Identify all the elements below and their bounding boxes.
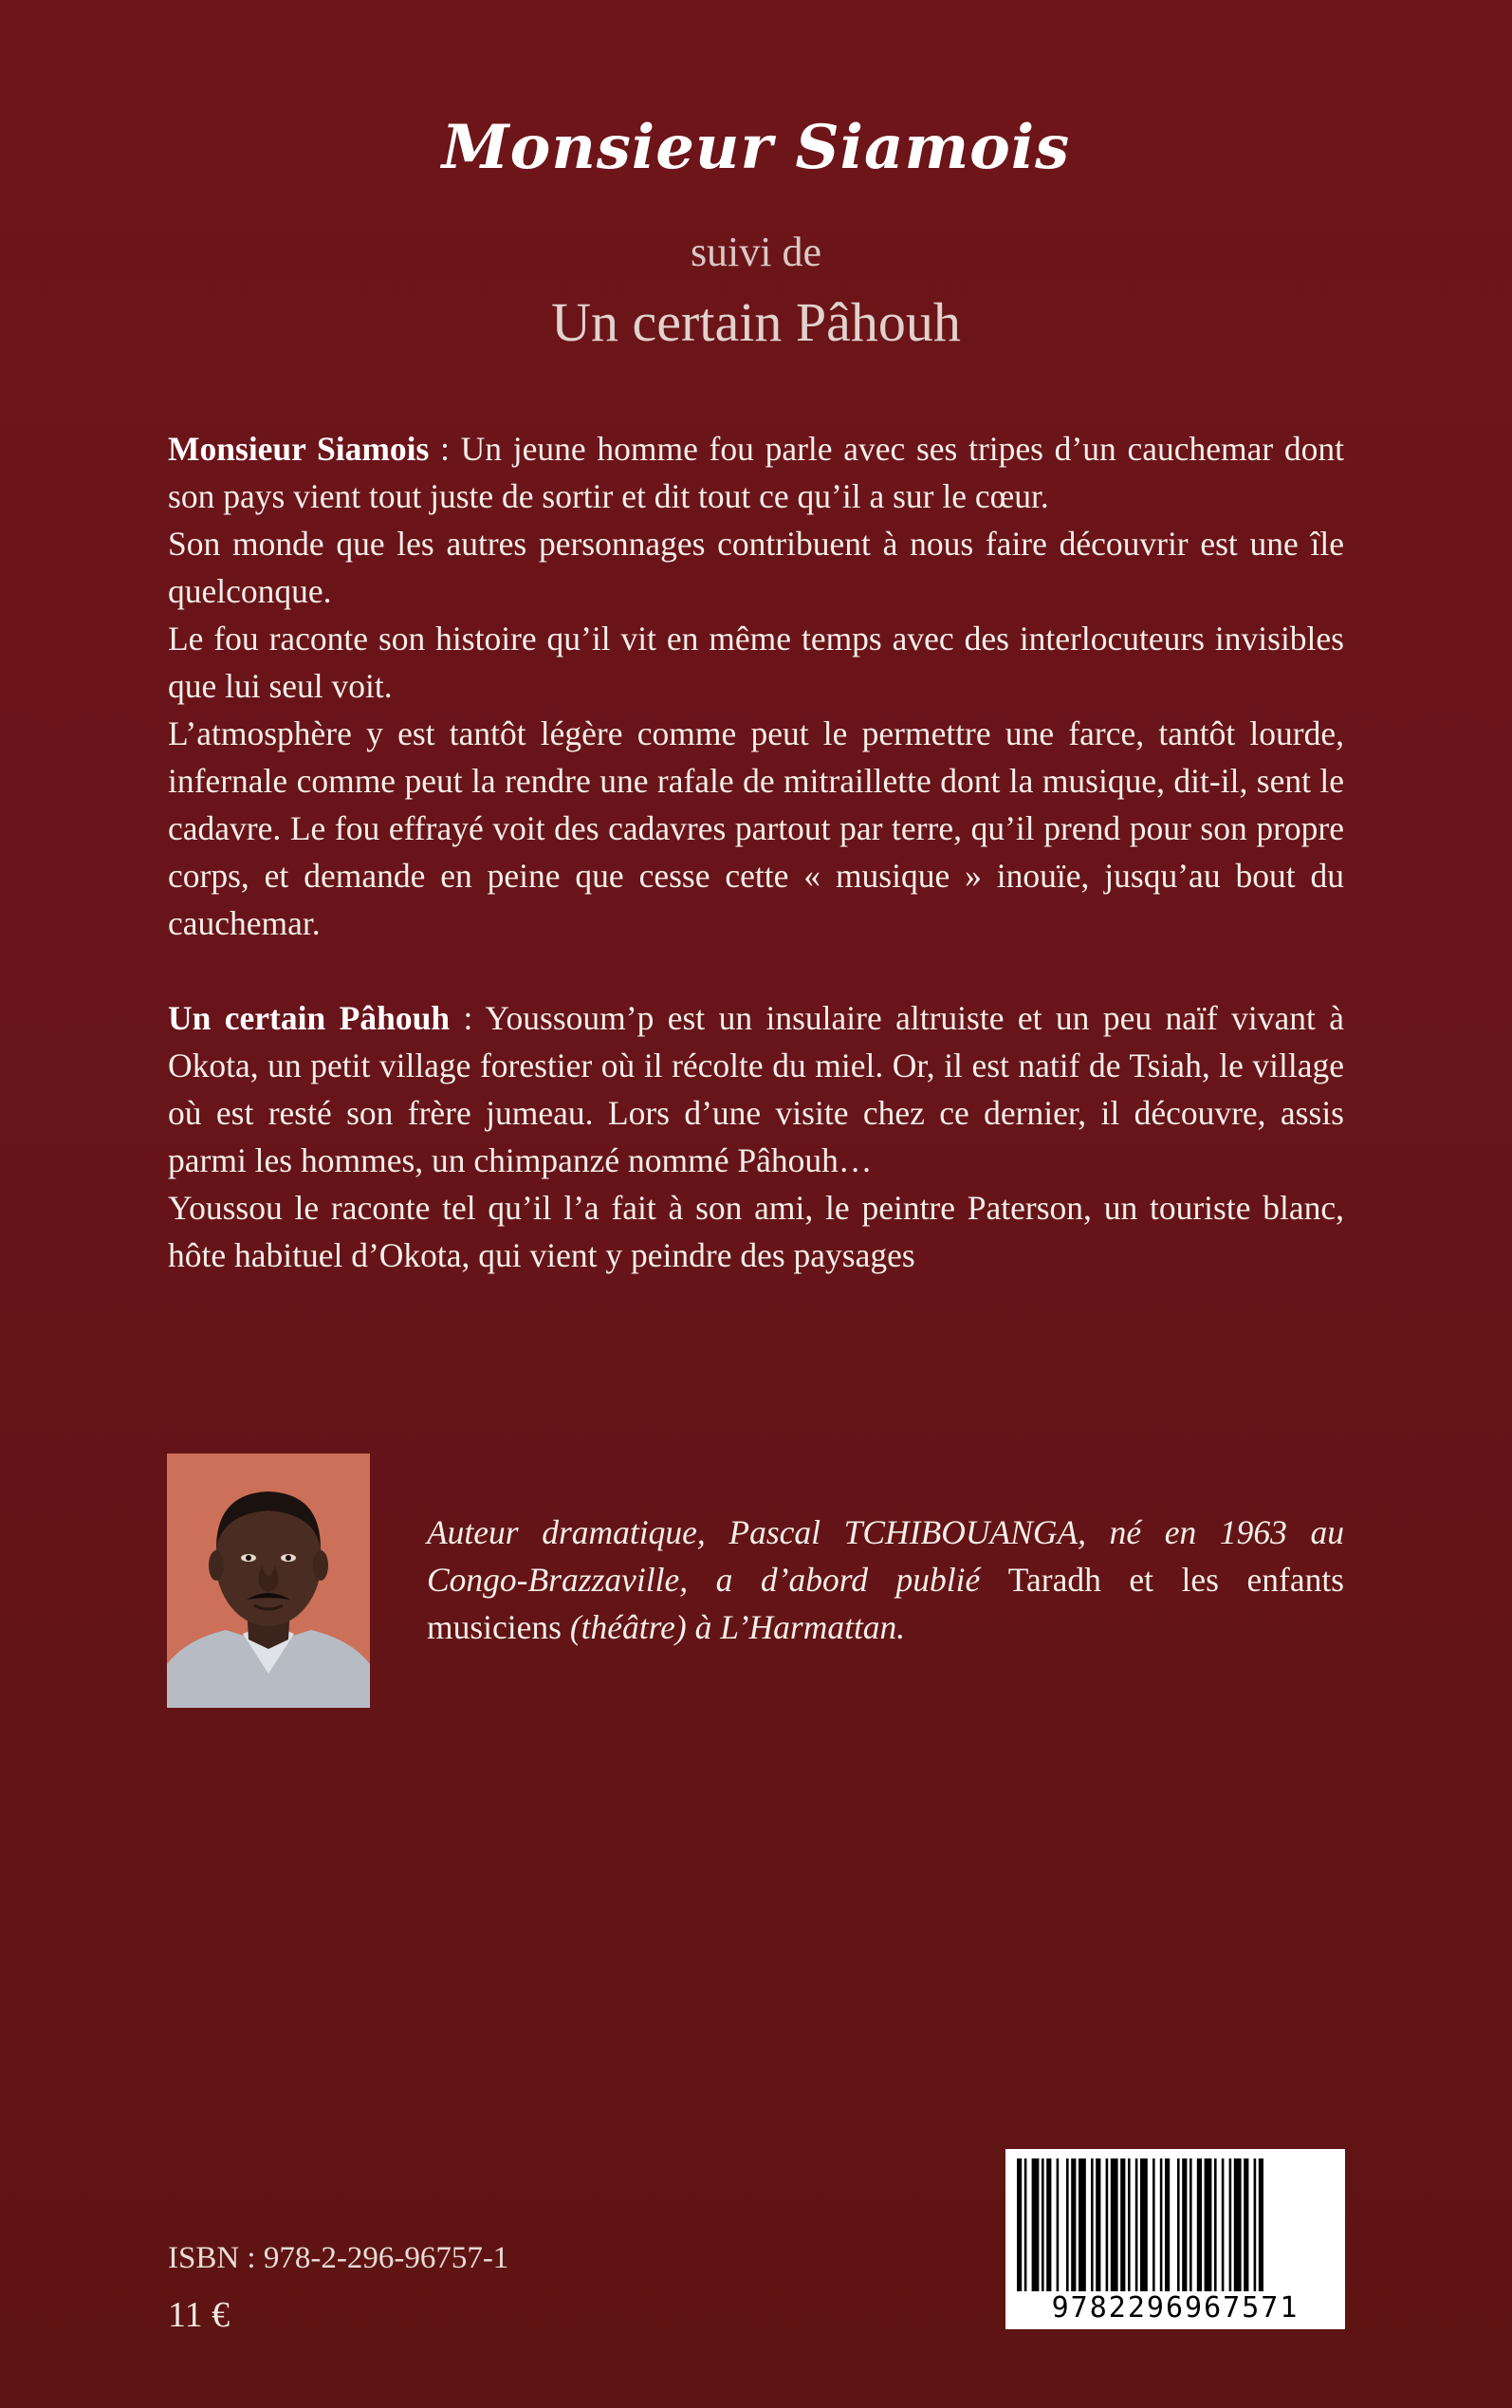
bio-publisher: (théâtre) à L’Harmattan. xyxy=(561,1608,906,1646)
author-portrait-icon xyxy=(167,1454,370,1708)
part2-text: : Youssoum’p est un insulaire altruiste et un peu naïf vivant à Okota, un petit village forestier où il récolte du miel. Or, il est natif de Tsiah, le village où est resté son frère jumeau. Lors d’une visite chez ce dernier, il découvre, assis parmi les hommes, un chimpanzé nommé Pâhouh… xyxy=(168,999,1344,1179)
price: 11 € xyxy=(168,2295,230,2335)
bio-book-title: Taradh et les enfants musiciens xyxy=(427,1561,1344,1646)
book-subtitle: Un certain Pâhouh xyxy=(551,291,961,353)
synopsis-paragraph: Son monde que les autres personnages contribuent à nous faire découvrir est une île quelconque. xyxy=(168,525,1344,610)
suivi-de-label: suivi de xyxy=(690,229,822,275)
book-title: Monsieur Siamois xyxy=(441,112,1071,183)
part2-title: Un certain Pâhouh xyxy=(168,999,451,1037)
author-photo xyxy=(167,1454,370,1708)
synopsis-paragraph: L’atmosphère y est tantôt légère comme peut le permettre une farce, tantôt lourde, infernale comme peut la rendre une rafale de mitraillette dont la musique, dit-il, sent le cadavre. Le fou effrayé voit des cadavres partout par terre, qu’il prend pour son propre corps, et demande en peine que cesse cette « musique » inouïe, jusqu’au bout du cauchemar. xyxy=(168,714,1344,942)
synopsis-paragraph: Le fou raconte son histoire qu’il vit en même temps avec des interlocuteurs invisibles que lui seul voit. xyxy=(168,620,1344,705)
synopsis-paragraph xyxy=(168,425,1344,520)
barcode xyxy=(1005,2149,1345,2329)
barcode-digits: 9782296967571 xyxy=(1005,2291,1345,2325)
synopsis-paragraph: Youssou le raconte tel qu’il l’a fait à son ami, le peintre Paterson, un touriste blanc, hôte habituel d’Okota, qui vient y peindre des paysages xyxy=(168,1189,1344,1274)
synopsis xyxy=(168,425,1344,1279)
synopsis-paragraph xyxy=(168,994,1344,1184)
part1-text: : Un jeune homme fou parle avec ses tripes d’un cauchemar dont son pays vient tout juste de sortir et dit tout ce qu’il a sur le cœur. xyxy=(168,430,1344,515)
bio-text: Auteur dramatique, Pascal TCHIBOUANGA, né en 1963 au Congo-Brazzaville, a d’abord publié xyxy=(427,1513,1344,1599)
isbn: ISBN : 978-2-296-96757-1 xyxy=(168,2241,509,2275)
paragraph-gap xyxy=(168,947,1344,994)
part1-title: Monsieur Siamois xyxy=(168,430,430,468)
author-bio xyxy=(427,1509,1344,1651)
